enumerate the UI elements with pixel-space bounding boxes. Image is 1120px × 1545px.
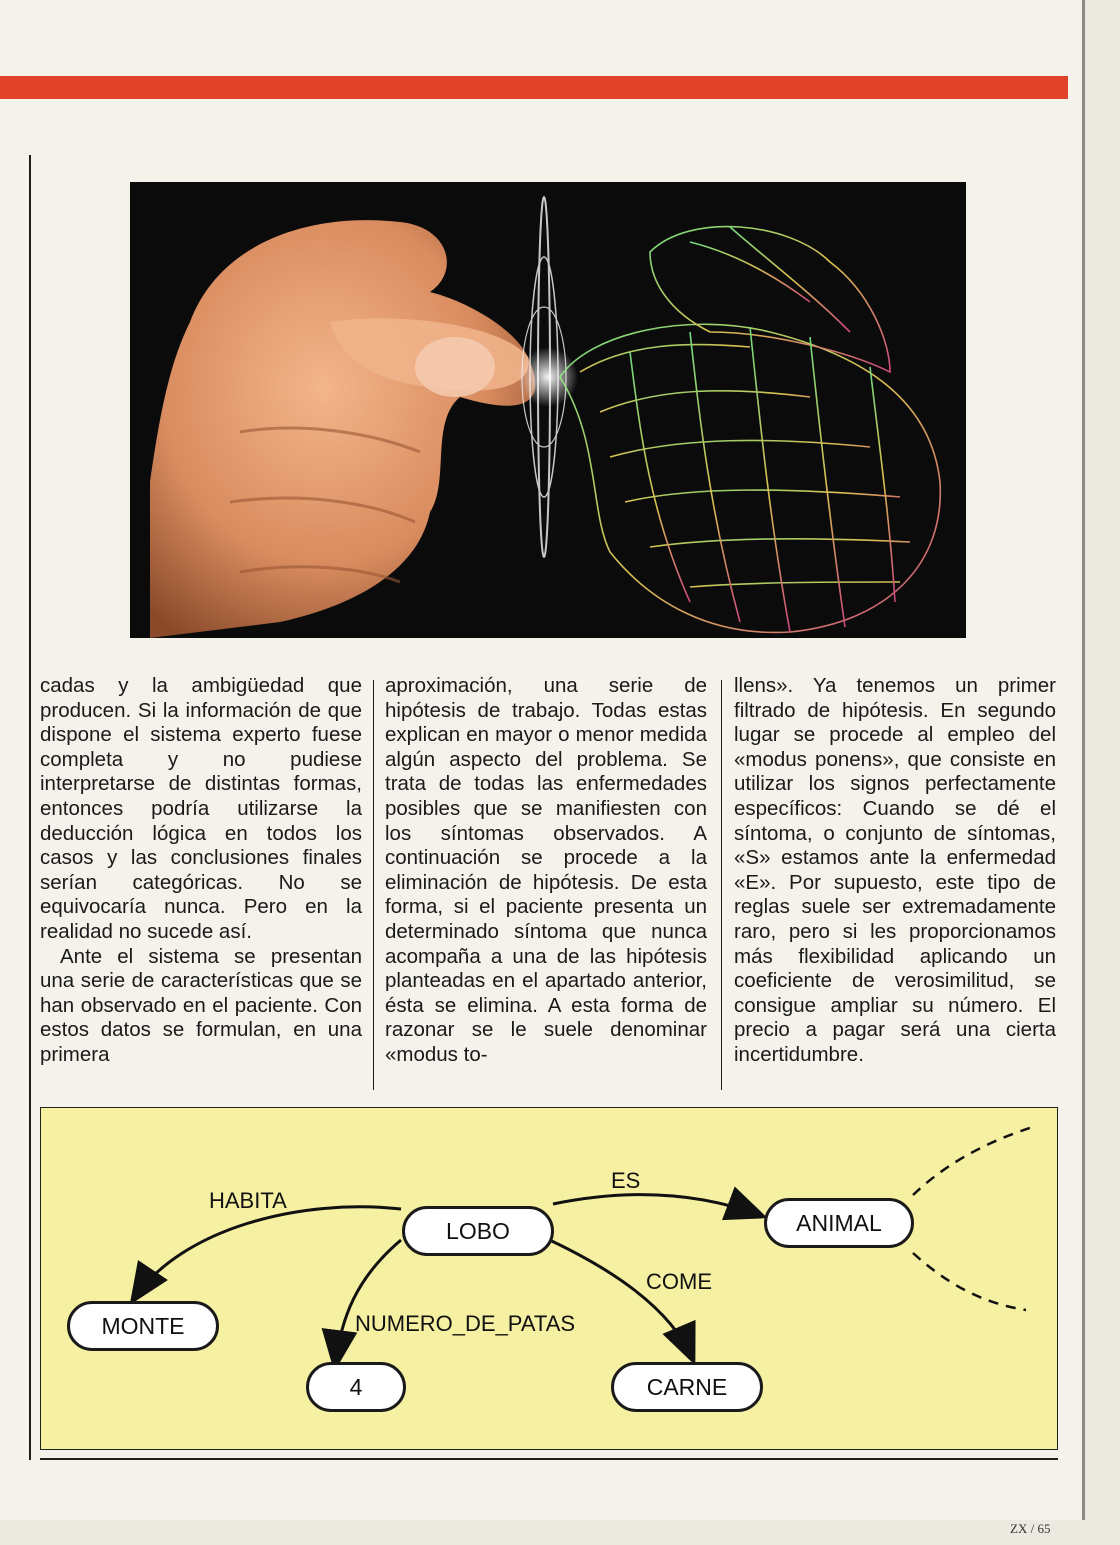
- edge-dashed-lower: [913, 1253, 1026, 1310]
- left-margin-rule: [29, 155, 31, 1460]
- text-column-2: [385, 674, 707, 1068]
- edge-label-habita: HABITA: [209, 1188, 287, 1213]
- illustration-svg: [130, 182, 966, 638]
- page-number: ZX / 65: [1010, 1521, 1051, 1536]
- node-lobo: LOBO: [402, 1206, 554, 1256]
- edge-dashed-upper: [913, 1126, 1036, 1195]
- paragraph: Ante el sistema se presentan una serie de características que se han observado en el paciente. Con estos datos se formulan, en una primera: [40, 944, 362, 1066]
- edge-label-numero-de-patas: NUMERO_DE_PATAS: [355, 1311, 576, 1336]
- node-carne: CARNE: [611, 1362, 763, 1412]
- node-animal: ANIMAL: [764, 1198, 914, 1248]
- text-column-1: [40, 674, 362, 1068]
- thumbnail-shape: [415, 337, 495, 397]
- paragraph: cadas y la ambigüedad que producen. Si la información de que dispone el sistema experto fuese completa y no pudiese interpretarse de distintas formas, entonces podría utilizarse la deducción lógica en todos los casos y las conclusiones finales serían categóricas. No se equivocaría nunca. Pero en la realidad no sucede así.: [40, 674, 362, 943]
- paragraph: aproximación, una serie de hipótesis de trabajo. Todas estas explican en mayor o menor medida algún aspecto del problema. Se trata de todas las enfermedades posibles que se manifiesten con los síntomas observados. A continuación se procede a la eliminación de hipótesis. De esta forma, si el paciente presenta un determinado síntoma que nunca acompaña a una de las hipótesis planteadas en el apartado anterior, ésta se elimina. A esta forma de razonar se le suele denominar «modus to-: [385, 674, 707, 1066]
- header-accent-bar: [0, 76, 1068, 99]
- edge-numero-de-patas: [335, 1240, 401, 1366]
- touch-glow: [518, 347, 578, 407]
- column-rule: [373, 680, 374, 1090]
- node-4: 4: [306, 1362, 406, 1412]
- edge-es: [553, 1195, 762, 1216]
- edge-label-come: COME: [646, 1269, 712, 1294]
- column-rule: [721, 680, 722, 1090]
- edge-label-es: ES: [611, 1168, 641, 1193]
- hand-wireframe-illustration: [130, 182, 966, 638]
- text-column-3: [734, 674, 1056, 1068]
- semantic-network-diagram: [40, 1107, 1058, 1450]
- diagram-edges: [41, 1108, 1059, 1451]
- edge-come: [541, 1236, 693, 1360]
- paragraph: llens». Ya tenemos un primer filtrado de hipótesis. En segundo lugar se procede al empleo del «modus ponens», que consiste en utilizar los signos perfectamente específicos: Cuando se dé el síntoma, o conjunto de síntomas, «S» estamos ante la enfermedad «E». Por supuesto, este tipo de reglas suele ser extremadamente raro, pero si les proporcionamos más flexibilidad aplicando un coeficiente de verosimilitud, se consigue ampliar su número. El precio a pagar será una cierta incertidumbre.: [734, 674, 1056, 1066]
- bottom-rule: [40, 1458, 1058, 1460]
- node-monte: MONTE: [67, 1301, 219, 1351]
